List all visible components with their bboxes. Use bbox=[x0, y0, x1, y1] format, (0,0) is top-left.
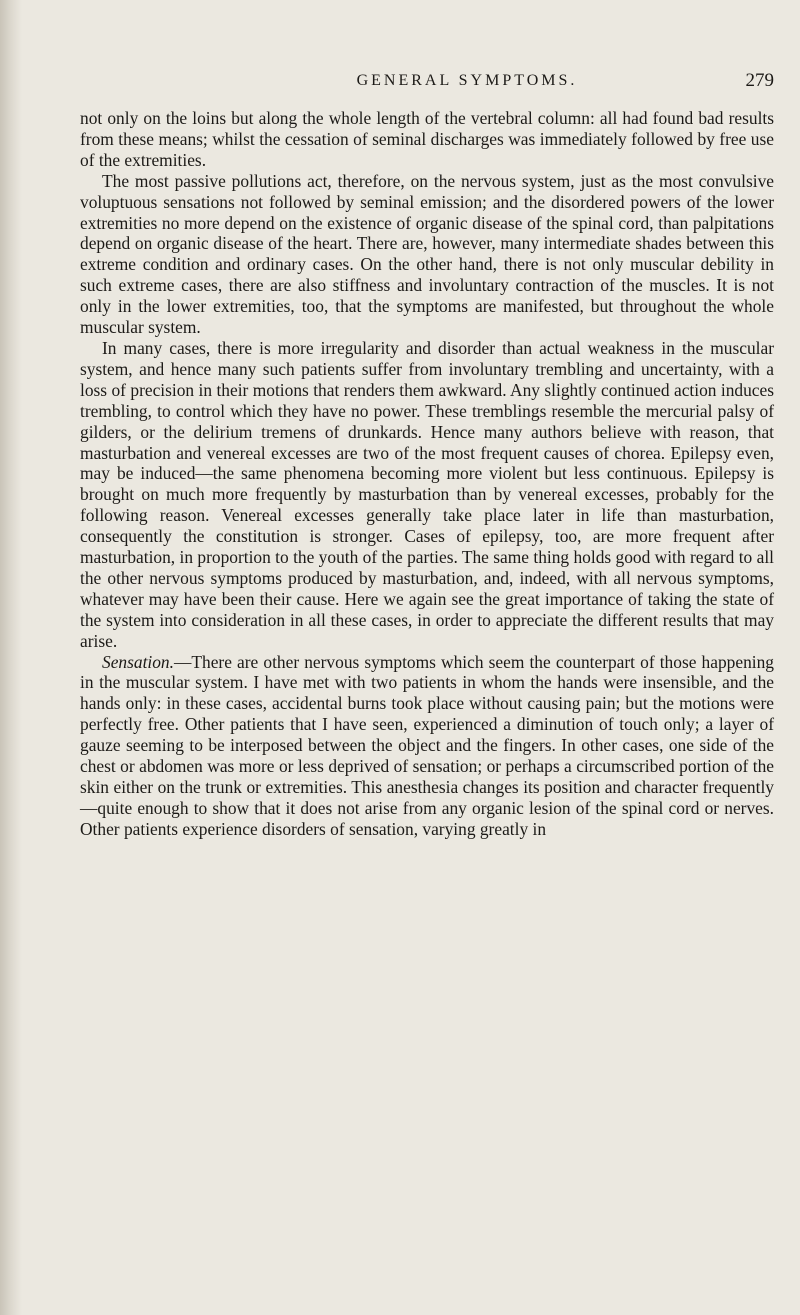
paragraph-sensation bbox=[80, 652, 774, 840]
paragraph-continued: not only on the loins but along the whole length of the vertebral column: all had found bad results from these means; whilst the cessation of seminal discharges was immediately followed by free use of the extremities. bbox=[80, 108, 774, 170]
book-page bbox=[80, 72, 774, 840]
paragraph-passive-pollutions: The most passive pollutions act, therefore, on the nervous system, just as the most convulsive voluptuous sensations not followed by seminal emission; and the disordered powers of the lower extremities no more depend on the existence of organic disease of the spinal cord, than palpitations depend on organic disease of the heart. There are, however, many intermediate shades between this extreme condition and ordinary cases. On the other hand, there is not only muscular debility in such extreme cases, there are also stiffness and involuntary contraction of the muscles. It is not only in the lower extremities, too, that the symptoms are manifested, but throughout the whole muscular system. bbox=[80, 170, 774, 338]
running-title: GENERAL SYMPTOMS. bbox=[356, 72, 578, 89]
binding-gutter-shadow bbox=[0, 0, 22, 1315]
section-heading-sensation: Sensation. bbox=[102, 651, 174, 672]
sensation-body: —There are other nervous symptoms which seem the counterpart of those happening in the muscular system. I have met with two patients in whom the hands were insensible, and the hands only: in these cases, accidental burns took place without causing pain; but the motions were perfectly free. Other patients that I have seen, experienced a diminution of touch only; a layer of gauze seeming to be interposed between the object and the fingers. In other cases, one side of the chest or abdomen was more or less deprived of sensation; or perhaps a circumscribed portion of the skin either on the trunk or extremities. This anesthesia changes its position and character frequently—quite enough to show that it does not arise from any organic lesion of the spinal cord or nerves. Other patients experience disorders of sensation, varying greatly in bbox=[80, 651, 774, 839]
page-number: 279 bbox=[745, 70, 774, 91]
paragraph-irregularity: In many cases, there is more irregularity and disorder than actual weakness in the muscular system, and hence many such patients suffer from involuntary trembling and uncertainty, with a loss of precision in their motions that renders them awkward. Any slightly continued action induces trembling, to control which they have no power. These tremblings resemble the mercurial palsy of gilders, or the delirium tremens of drunkards. Hence many authors believe with reason, that masturbation and venereal excesses are two of the most frequent causes of chorea. Epilepsy even, may be induced—the same phenomena becoming more violent but less continuous. Epilepsy is brought on much more frequently by masturbation than by venereal excesses, probably for the following reason. Venereal excesses generally take place later in life than masturbation, consequently the constitution is stronger. Cases of epilepsy, too, are more frequent after masturbation, in proportion to the youth of the parties. The same thing holds good with regard to all the other nervous symptoms produced by masturbation, and, indeed, with all nervous symptoms, whatever may have been their cause. Here we again see the great importance of taking the state of the system into consideration in all these cases, in order to appreciate the different results that may arise. bbox=[80, 337, 774, 651]
body-text bbox=[80, 108, 774, 840]
running-head bbox=[80, 72, 774, 98]
